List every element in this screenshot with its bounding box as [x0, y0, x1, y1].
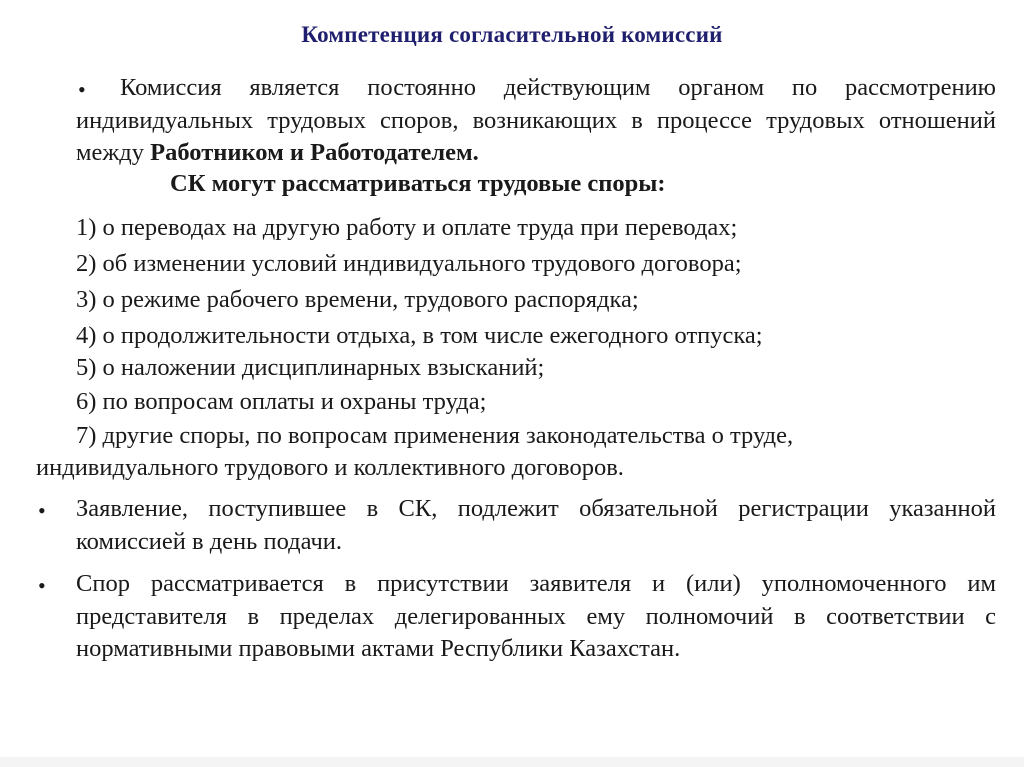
paragraph-commission-bold: Работником и Работодателем.: [150, 139, 479, 166]
list-item-3: 3) о режиме рабочего времени, трудового распорядка;: [76, 286, 639, 313]
bullet-marker: •: [38, 498, 46, 523]
bullet-marker: •: [78, 77, 86, 102]
sk-heading: СК могут рассматриваться трудовые споры:: [170, 170, 666, 197]
list-item-6: 6) по вопросам оплаты и охраны труда;: [76, 388, 487, 415]
list-item-7: 7) другие споры, по вопросам применения законодательства о труде,: [76, 422, 794, 449]
paragraph-commission-text: Комиссия является постоянно действующим органом по рассмотрению индивидуальных трудовых споров, возникающих в процессе трудовых отношений между: [76, 74, 996, 166]
list-item-7-continuation: индивидуального трудового и коллективного договоров.: [36, 454, 624, 481]
paragraph-hearing: Спор рассматривается в присутствии заявителя и (или) уполномоченного им представителя в пределах делегированных ему полномочий в соответствии с нормативными правовыми актами Республики Казахстан.: [76, 570, 996, 662]
slide-bottom-band: [0, 757, 1024, 767]
list-item-2: 2) об изменении условий индивидуального трудового договора;: [76, 250, 742, 277]
list-item-5: 5) о наложении дисциплинарных взысканий;: [76, 354, 545, 381]
list-item-1: 1) о переводах на другую работу и оплате труда при переводах;: [76, 214, 738, 241]
paragraph-commission: [76, 72, 996, 170]
slide-title: Компетенция согласительной комиссий: [301, 22, 723, 47]
list-item-4: 4) о продолжительности отдыха, в том числе ежегодного отпуска;: [76, 322, 763, 349]
paragraph-registration: Заявление, поступившее в СК, подлежит обязательной регистрации указанной комиссией в день подачи.: [76, 495, 996, 555]
bullet-marker: •: [38, 573, 46, 598]
